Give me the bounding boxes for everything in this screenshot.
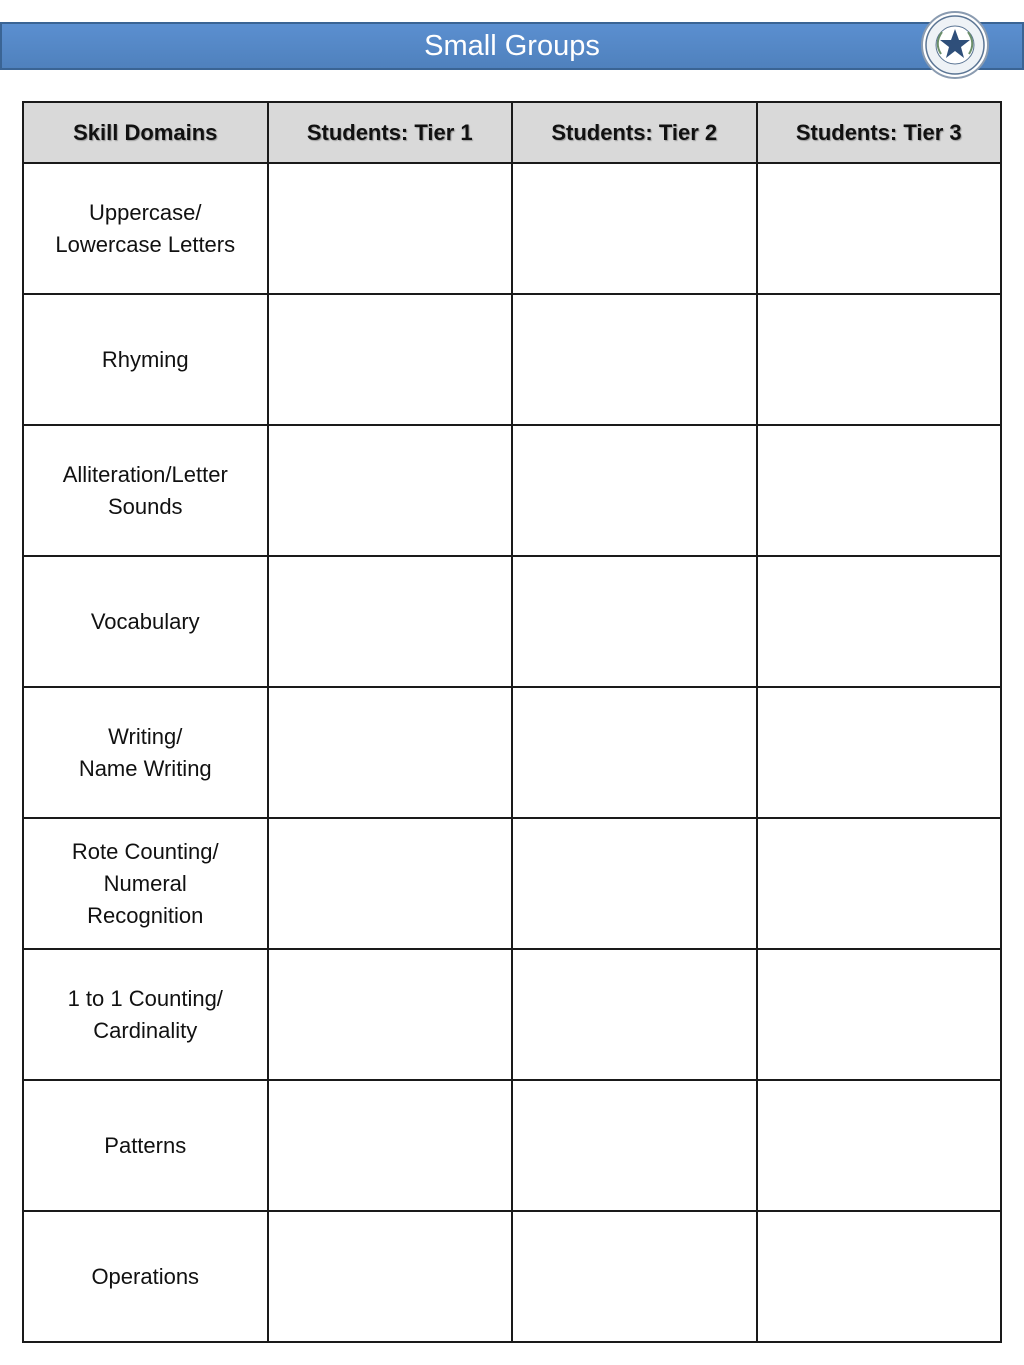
table-row xyxy=(23,949,1001,1080)
tier-2-cell[interactable] xyxy=(512,949,757,1080)
tier-2-cell[interactable] xyxy=(512,425,757,556)
table-row xyxy=(23,1080,1001,1211)
tier-1-cell[interactable] xyxy=(268,425,513,556)
table-row xyxy=(23,818,1001,949)
district-seal-star-icon xyxy=(920,10,990,80)
tier-1-cell[interactable] xyxy=(268,294,513,425)
tier-2-cell[interactable] xyxy=(512,294,757,425)
skill-domain-cell: Rote Counting/ Numeral Recognition xyxy=(23,818,268,949)
tier-1-cell[interactable] xyxy=(268,818,513,949)
tier-1-cell[interactable] xyxy=(268,687,513,818)
skill-domain-cell: 1 to 1 Counting/ Cardinality xyxy=(23,949,268,1080)
tier-1-cell[interactable] xyxy=(268,163,513,294)
tier-3-cell[interactable] xyxy=(757,1080,1002,1211)
table-row xyxy=(23,163,1001,294)
column-header-tier-2: Students: Tier 2 xyxy=(512,102,757,163)
tier-2-cell[interactable] xyxy=(512,556,757,687)
tier-2-cell[interactable] xyxy=(512,1080,757,1211)
skill-domain-cell: Alliteration/Letter Sounds xyxy=(23,425,268,556)
tier-3-cell[interactable] xyxy=(757,687,1002,818)
skill-domain-cell: Operations xyxy=(23,1211,268,1342)
table-row xyxy=(23,556,1001,687)
table-row xyxy=(23,687,1001,818)
skill-domain-cell: Vocabulary xyxy=(23,556,268,687)
column-header-tier-3: Students: Tier 3 xyxy=(757,102,1002,163)
skill-domain-cell: Uppercase/ Lowercase Letters xyxy=(23,163,268,294)
skill-domain-cell: Rhyming xyxy=(23,294,268,425)
page-title: Small Groups xyxy=(424,29,600,62)
table-row xyxy=(23,294,1001,425)
tier-1-cell[interactable] xyxy=(268,556,513,687)
tier-3-cell[interactable] xyxy=(757,949,1002,1080)
tier-3-cell[interactable] xyxy=(757,294,1002,425)
column-header-tier-1: Students: Tier 1 xyxy=(268,102,513,163)
tier-3-cell[interactable] xyxy=(757,1211,1002,1342)
column-header-skill-domains: Skill Domains xyxy=(23,102,268,163)
tier-1-cell[interactable] xyxy=(268,1211,513,1342)
table-header-row xyxy=(23,102,1001,163)
tier-2-cell[interactable] xyxy=(512,1211,757,1342)
title-bar xyxy=(0,22,1024,70)
tier-1-cell[interactable] xyxy=(268,1080,513,1211)
tier-2-cell[interactable] xyxy=(512,818,757,949)
tier-3-cell[interactable] xyxy=(757,556,1002,687)
tier-2-cell[interactable] xyxy=(512,687,757,818)
tier-2-cell[interactable] xyxy=(512,163,757,294)
skill-domain-cell: Patterns xyxy=(23,1080,268,1211)
skill-domain-cell: Writing/ Name Writing xyxy=(23,687,268,818)
tier-1-cell[interactable] xyxy=(268,949,513,1080)
tier-3-cell[interactable] xyxy=(757,818,1002,949)
table-row xyxy=(23,425,1001,556)
tier-3-cell[interactable] xyxy=(757,425,1002,556)
small-groups-table xyxy=(22,101,1002,1343)
table-row xyxy=(23,1211,1001,1342)
tier-3-cell[interactable] xyxy=(757,163,1002,294)
